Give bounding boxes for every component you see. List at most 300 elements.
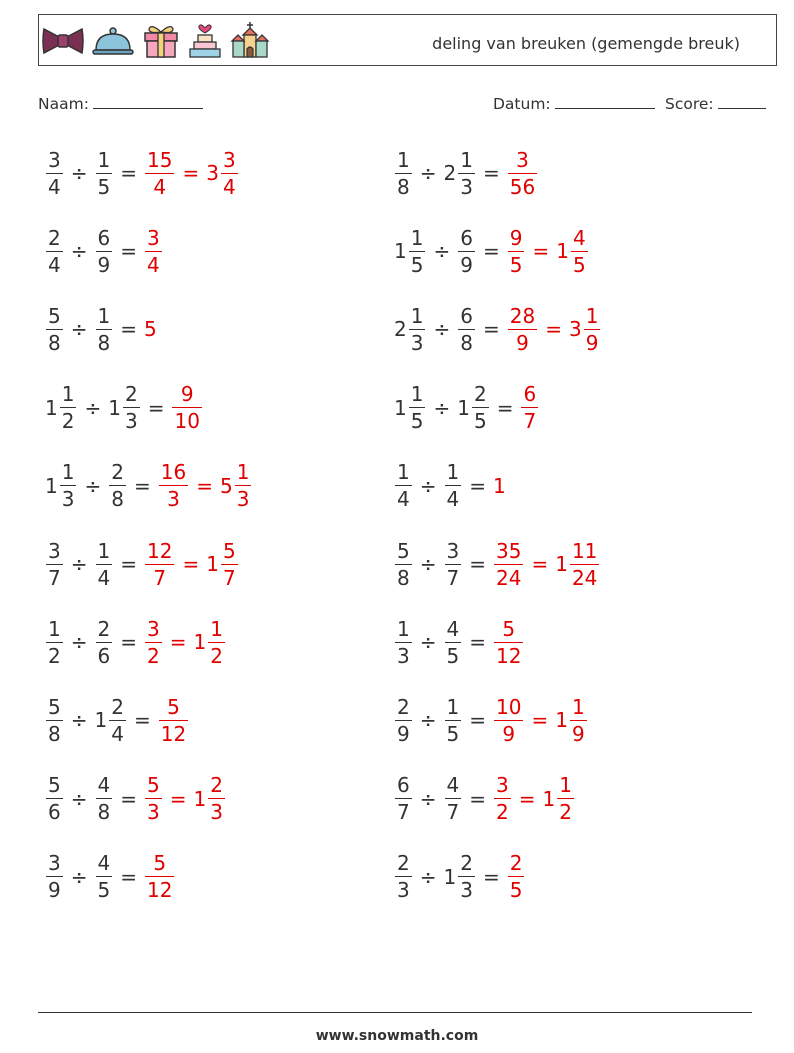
divide-sign: ÷: [433, 395, 451, 420]
equals-sign: =: [469, 786, 486, 811]
problem-item: [394, 456, 507, 516]
numerator: 2: [397, 694, 410, 719]
denominator: 7: [446, 565, 460, 590]
fraction: [409, 225, 426, 277]
answer-equals-sign: =: [182, 552, 200, 576]
divide-sign: ÷: [419, 473, 437, 498]
fraction: [494, 538, 523, 590]
numerator: 4: [446, 773, 460, 798]
date-blank: [555, 94, 655, 109]
answer-equals-sign: =: [545, 317, 562, 342]
denominator: 9: [48, 878, 61, 903]
divide-sign: ÷: [419, 708, 437, 733]
fraction: [159, 460, 188, 512]
numerator: 12: [147, 538, 173, 563]
whole-number: 2: [394, 317, 407, 342]
fraction: [235, 460, 252, 512]
fraction: [508, 225, 525, 277]
numerator: 1: [446, 694, 460, 719]
divide-sign: ÷: [419, 552, 437, 576]
numerator: 2: [48, 225, 61, 250]
answer-value: [520, 382, 539, 434]
answer-value: [507, 225, 526, 277]
divide-sign: ÷: [70, 630, 88, 655]
problem-item: [45, 456, 252, 516]
problem-item: [394, 378, 539, 438]
answer-value: [493, 474, 507, 498]
denominator: 8: [48, 330, 61, 355]
operand-a: [394, 303, 426, 355]
fraction: [458, 225, 475, 277]
denominator: 5: [446, 721, 460, 746]
numerator: 3: [48, 851, 61, 876]
numerator: 6: [523, 382, 537, 407]
score-blank: [718, 94, 766, 109]
numerator: 1: [585, 303, 599, 328]
operand-b: [108, 460, 127, 512]
problem-item: [45, 612, 226, 672]
denominator: 4: [446, 487, 460, 512]
equals-sign: =: [120, 239, 137, 264]
numerator: 1: [97, 538, 111, 563]
numerator: 2: [111, 460, 124, 485]
divide-sign: ÷: [70, 317, 88, 342]
equals-sign: =: [120, 786, 137, 811]
denominator: 6: [48, 800, 61, 825]
wedding-cake-icon: [187, 22, 223, 60]
whole-number: 3: [568, 317, 582, 342]
numerator: 6: [460, 303, 473, 328]
denominator: 9: [571, 721, 585, 746]
whole-number: 1: [94, 708, 108, 733]
numerator: 5: [167, 694, 180, 719]
denominator: 3: [460, 878, 473, 903]
answer: [158, 460, 253, 512]
fraction: [96, 147, 113, 199]
operand-a: [45, 616, 64, 668]
numerator: 5: [502, 616, 516, 641]
answer: [493, 538, 600, 590]
answer: [507, 303, 602, 355]
numerator: 2: [397, 851, 410, 876]
whole-number: 1: [45, 395, 58, 420]
fraction: [445, 538, 462, 590]
problem-item: [394, 612, 524, 672]
numerator: 1: [397, 460, 410, 485]
equals-sign: =: [482, 161, 500, 185]
answer-value: [493, 773, 512, 825]
numerator: 5: [397, 538, 410, 563]
denominator: 7: [397, 800, 410, 825]
fraction: [145, 773, 162, 825]
divide-sign: ÷: [70, 239, 88, 264]
operand-b: [444, 538, 463, 590]
whole-number: 1: [45, 473, 58, 498]
problem-item: [394, 769, 575, 829]
answer: [507, 147, 538, 199]
denominator: 7: [523, 409, 537, 434]
fraction: [145, 616, 162, 668]
fraction: [145, 538, 174, 590]
answer-value: [144, 773, 163, 825]
answer-value: [144, 317, 158, 341]
operand-a: [394, 460, 413, 512]
numerator: 6: [97, 225, 111, 250]
answer-value: [193, 616, 226, 668]
operand-a: [394, 147, 413, 199]
fraction: [508, 851, 525, 903]
answer-equals-sign: =: [169, 786, 187, 811]
denominator: 4: [222, 174, 236, 199]
operand-a: [394, 616, 413, 668]
numerator: 1: [48, 616, 61, 641]
numerator: 1: [236, 460, 250, 485]
denominator: 5: [410, 252, 424, 277]
date-field: [493, 94, 655, 113]
denominator: 24: [496, 565, 522, 590]
fraction: [172, 382, 201, 434]
fraction: [221, 147, 238, 199]
numerator: 9: [180, 382, 194, 407]
numerator: 1: [61, 460, 75, 485]
operand-b: [444, 773, 463, 825]
problem-item: [45, 221, 163, 281]
numerator: 3: [222, 147, 236, 172]
fraction: [96, 851, 113, 903]
answer: [493, 616, 524, 668]
problem-item: [394, 534, 600, 594]
numerator: 1: [410, 382, 424, 407]
worksheet-title: deling van breuken (gemengde breuk): [432, 34, 740, 53]
header-icons: [41, 21, 271, 61]
denominator: 10: [174, 409, 200, 434]
whole-number: 1: [206, 552, 219, 576]
equals-sign: =: [496, 395, 514, 420]
denominator: 9: [585, 330, 599, 355]
numerator: 3: [446, 538, 460, 563]
fraction: [458, 303, 475, 355]
fraction: [570, 694, 587, 746]
operand-a: [45, 460, 77, 512]
answer-value: [542, 773, 575, 825]
denominator: 4: [145, 173, 174, 197]
fraction: [395, 851, 412, 903]
denominator: 24: [571, 565, 598, 590]
denominator: 4: [97, 565, 111, 590]
fraction: [508, 147, 537, 199]
denominator: 8: [48, 721, 61, 746]
operand-a: [394, 538, 413, 590]
operand-a: [45, 773, 64, 825]
denominator: 8: [397, 174, 410, 199]
operand-b: [444, 694, 463, 746]
numerator: 1: [571, 694, 585, 719]
denominator: 5: [410, 409, 424, 434]
food-cloche-icon: [91, 25, 135, 57]
equals-sign: =: [120, 552, 137, 576]
whole-number: 1: [556, 239, 569, 264]
numerator: 1: [559, 773, 572, 798]
denominator: 9: [508, 329, 537, 353]
numerator: 11: [571, 538, 598, 563]
whole-number: 1: [542, 786, 556, 811]
operand-b: [108, 382, 140, 434]
operand-b: [457, 303, 476, 355]
answer-value: [556, 225, 588, 277]
answer-equals-sign: =: [518, 786, 536, 811]
denominator: 5: [97, 878, 111, 903]
answer-value: [219, 460, 252, 512]
denominator: 2: [496, 800, 509, 825]
fraction: [445, 460, 462, 512]
problem-item: [394, 221, 589, 281]
fraction: [145, 851, 174, 903]
numerator: 1: [460, 147, 473, 172]
numerator: 15: [147, 147, 173, 172]
fraction: [123, 382, 140, 434]
denominator: 7: [48, 565, 61, 590]
fraction: [96, 773, 113, 825]
denominator: 9: [97, 252, 111, 277]
numerator: 1: [97, 303, 111, 328]
operand-b: [95, 303, 114, 355]
operand-b: [457, 382, 489, 434]
equals-sign: =: [120, 317, 137, 342]
problem-item: [394, 299, 601, 359]
answer: [158, 694, 189, 746]
fraction: [60, 382, 77, 434]
denominator: 7: [145, 564, 174, 588]
operand-b: [95, 147, 114, 199]
denominator: 3: [397, 643, 410, 668]
denominator: 4: [48, 252, 61, 277]
numerator: 2: [210, 773, 223, 798]
equals-sign: =: [469, 708, 486, 733]
operand-b: [444, 616, 463, 668]
numerator: 1: [61, 382, 75, 407]
denominator: 4: [111, 721, 124, 746]
fraction: [395, 460, 412, 512]
problem-item: [45, 690, 189, 750]
answer-value: [206, 147, 238, 199]
fraction: [395, 538, 412, 590]
answer: [144, 616, 226, 668]
numerator: 2: [509, 851, 523, 876]
numerator: 3: [496, 773, 509, 798]
numerator: 5: [48, 694, 61, 719]
operand-a: [45, 382, 77, 434]
answer-value: [206, 538, 238, 590]
equals-sign: =: [482, 239, 500, 264]
answer-value: [158, 460, 189, 512]
equals-sign: =: [133, 473, 151, 498]
answer-value: [507, 303, 538, 355]
divide-sign: ÷: [419, 786, 437, 811]
answer-value: [144, 225, 163, 277]
whole-number: 1: [493, 473, 506, 498]
fraction: [395, 616, 412, 668]
fraction: [46, 225, 63, 277]
whole-number: 5: [219, 473, 233, 498]
operand-a: [45, 303, 64, 355]
fraction: [145, 225, 162, 277]
answer-value: [507, 851, 526, 903]
operand-a: [394, 225, 426, 277]
whole-number: 1: [555, 708, 568, 733]
answer: [171, 382, 202, 434]
operand-a: [394, 694, 413, 746]
fraction: [521, 382, 538, 434]
problem-item: [394, 143, 538, 203]
answer-value: [568, 303, 601, 355]
denominator: 5: [509, 252, 523, 277]
problem-item: [45, 769, 226, 829]
fraction: [557, 773, 574, 825]
divide-sign: ÷: [433, 317, 451, 342]
divide-sign: ÷: [70, 786, 88, 811]
operand-b: [95, 616, 114, 668]
whole-number: 1: [193, 630, 207, 655]
numerator: 5: [222, 538, 236, 563]
numerator: 28: [509, 303, 536, 328]
fraction: [109, 694, 126, 746]
operand-a: [45, 851, 64, 903]
date-label: Datum:: [493, 95, 551, 113]
numerator: 3: [48, 538, 61, 563]
operand-b: [94, 694, 127, 746]
numerator: 2: [111, 694, 124, 719]
denominator: 3: [124, 409, 138, 434]
fraction: [571, 225, 588, 277]
whole-number: 1: [443, 864, 457, 889]
operand-a: [45, 538, 64, 590]
denominator: 3: [460, 174, 473, 199]
numerator: 1: [446, 460, 460, 485]
denominator: 8: [97, 330, 111, 355]
fraction: [46, 147, 63, 199]
denominator: 7: [446, 800, 460, 825]
whole-number: 5: [144, 317, 157, 342]
operand-b: [443, 147, 476, 199]
fraction: [458, 147, 475, 199]
numerator: 1: [397, 147, 410, 172]
answer: [507, 225, 589, 277]
answer: [144, 851, 175, 903]
answer: [144, 225, 163, 277]
fraction: [60, 460, 77, 512]
answer-equals-sign: =: [182, 161, 200, 185]
fraction: [395, 694, 412, 746]
denominator: 56: [509, 174, 536, 199]
fraction: [494, 694, 523, 746]
answer: [144, 317, 158, 341]
operand-a: [394, 851, 413, 903]
whole-number: 1: [108, 395, 121, 420]
fraction: [96, 225, 113, 277]
problem-item: [394, 690, 588, 750]
divide-sign: ÷: [419, 161, 437, 185]
answer-value: [493, 616, 524, 668]
fraction: [395, 773, 412, 825]
fraction: [494, 616, 523, 668]
fraction: [508, 303, 537, 355]
answer: [493, 773, 575, 825]
denominator: 5: [473, 409, 487, 434]
numerator: 16: [160, 460, 187, 485]
operand-b: [443, 851, 476, 903]
operand-b: [95, 538, 114, 590]
numerator: 9: [509, 225, 523, 250]
numerator: 6: [460, 225, 473, 250]
numerator: 1: [97, 147, 111, 172]
numerator: 4: [97, 851, 111, 876]
fraction: [208, 773, 225, 825]
denominator: 8: [460, 330, 473, 355]
answer-value: [193, 773, 226, 825]
numerator: 1: [210, 616, 223, 641]
answer-value: [158, 694, 189, 746]
denominator: 4: [397, 487, 410, 512]
denominator: 6: [97, 643, 111, 668]
denominator: 3: [410, 330, 424, 355]
numerator: 3: [147, 616, 160, 641]
answer: [507, 851, 526, 903]
fraction: [395, 147, 412, 199]
operand-b: [457, 225, 476, 277]
denominator: 9: [460, 252, 473, 277]
fraction: [584, 303, 601, 355]
problem-item: [394, 847, 525, 907]
denominator: 5: [97, 174, 111, 199]
answer: [493, 694, 588, 746]
answer: [493, 474, 507, 498]
numerator: 35: [496, 538, 522, 563]
denominator: 2: [48, 643, 61, 668]
numerator: 2: [124, 382, 138, 407]
equals-sign: =: [133, 708, 151, 733]
fraction: [46, 538, 63, 590]
fraction: [445, 616, 462, 668]
answer-value: [144, 851, 175, 903]
whole-number: 2: [443, 161, 457, 185]
numerator: 6: [397, 773, 410, 798]
fraction: [96, 538, 113, 590]
equals-sign: =: [469, 473, 486, 498]
denominator: 3: [61, 487, 75, 512]
equals-sign: =: [120, 630, 137, 655]
problem-item: [45, 378, 203, 438]
divide-sign: ÷: [84, 473, 102, 498]
denominator: 12: [496, 643, 522, 668]
denominator: 8: [397, 565, 410, 590]
name-field: [38, 94, 203, 113]
answer-value: [144, 147, 175, 199]
denominator: 9: [397, 721, 410, 746]
answer-value: [555, 694, 587, 746]
whole-number: 1: [555, 552, 568, 576]
operand-a: [394, 773, 413, 825]
divide-sign: ÷: [70, 708, 88, 733]
denominator: 8: [111, 487, 124, 512]
fraction: [96, 616, 113, 668]
answer-equals-sign: =: [169, 630, 187, 655]
numerator: 1: [410, 225, 424, 250]
numerator: 3: [48, 147, 61, 172]
fraction: [109, 460, 126, 512]
score-label: Score:: [665, 95, 714, 113]
answer-value: [555, 538, 600, 590]
divide-sign: ÷: [70, 161, 88, 185]
